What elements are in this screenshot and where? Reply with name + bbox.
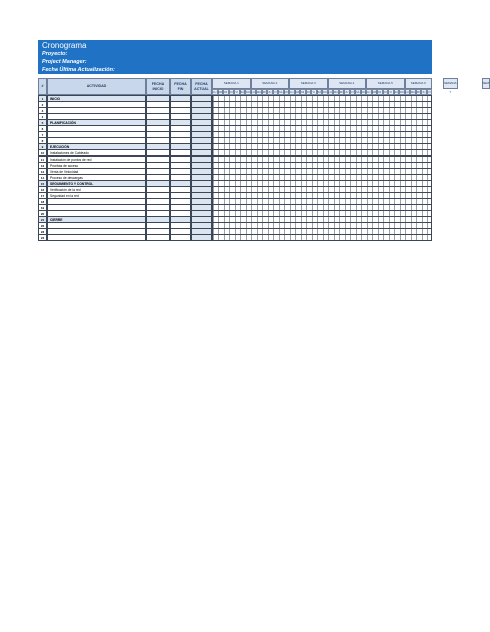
row-number: 8: [38, 137, 47, 144]
day-header: LU: [213, 91, 217, 94]
day-header: VI: [351, 91, 354, 94]
week-header: SEMANA 6: [405, 78, 433, 89]
day-header: JU: [383, 91, 387, 94]
row-number: 19: [38, 204, 47, 211]
day-header: MA: [334, 91, 338, 94]
day-header: VI: [428, 91, 431, 94]
day-header: MA: [411, 91, 415, 94]
activity-cell[interactable]: CIERRE: [47, 216, 146, 223]
week-header: SEMANA 7: [443, 78, 458, 89]
day-header: VI: [389, 91, 392, 94]
row-number: 15: [38, 180, 47, 187]
day-header: MI: [339, 91, 343, 94]
row-number: 24: [38, 234, 47, 241]
row-number: 3: [38, 107, 47, 114]
activity-cell[interactable]: EJECUCIÓN: [47, 143, 146, 150]
activity-cell[interactable]: Instalaciones de Cableado: [47, 149, 146, 156]
row-number: 20: [38, 210, 47, 217]
row-number: 12: [38, 162, 47, 169]
day-header: MI: [416, 91, 420, 94]
day-header: VI: [235, 91, 238, 94]
manager-label: Project Manager:: [42, 59, 87, 65]
day-header: LU: [405, 91, 409, 94]
day-header: SÁ: [356, 91, 360, 94]
week-header: SEMANA 4: [328, 78, 367, 89]
day-header: MI: [224, 91, 228, 94]
page-title: Cronograma: [42, 41, 87, 50]
day-header: DO: [323, 91, 327, 94]
day-header: MI: [378, 91, 382, 94]
day-header: VI: [312, 91, 315, 94]
col-header-num: #: [38, 78, 47, 95]
activity-cell[interactable]: Verificación de la red: [47, 186, 146, 193]
row-number: 1: [38, 95, 47, 102]
activity-cell[interactable]: [47, 234, 146, 241]
day-header: LU: [290, 91, 294, 94]
activity-cell[interactable]: Venta de Velocidad: [47, 168, 146, 175]
day-header: SÁ: [240, 91, 244, 94]
activity-cell[interactable]: Pruebas de acceso: [47, 162, 146, 169]
row-number: 14: [38, 174, 47, 181]
row-number: 9: [38, 143, 47, 150]
header-banner: [38, 40, 432, 74]
row-number: 22: [38, 222, 47, 229]
schedule-table: [38, 78, 490, 241]
row-number: 16: [38, 186, 47, 193]
row-number: 10: [38, 149, 47, 156]
day-header: JU: [306, 91, 310, 94]
day-header: MA: [372, 91, 377, 94]
day-header: JU: [422, 91, 426, 94]
row-number: 2: [38, 101, 47, 108]
week-header: SEMANA 2: [251, 78, 290, 89]
week-header: SEMANA 1: [212, 78, 251, 89]
activity-cell[interactable]: INICIO: [47, 95, 146, 102]
day-header: DO: [400, 91, 404, 94]
day-header: MI: [262, 91, 266, 94]
activity-cell[interactable]: Proceso de descargas: [47, 174, 146, 181]
activity-cell[interactable]: Seguridad en la red: [47, 192, 146, 199]
day-header: SÁ: [317, 91, 321, 94]
start-date-cell[interactable]: [146, 234, 170, 241]
row-number: 13: [38, 168, 47, 175]
day-header: DO: [361, 91, 366, 94]
day-header: MA: [218, 91, 223, 94]
row-number: 4: [38, 113, 47, 120]
end-date-cell[interactable]: [170, 234, 191, 241]
day-header: JU: [345, 91, 349, 94]
day-header: MA: [257, 91, 261, 94]
day-header: MI: [301, 91, 305, 94]
row-number: 18: [38, 198, 47, 205]
day-header: DO: [284, 91, 289, 94]
row-number: 11: [38, 156, 47, 163]
row-number: 17: [38, 192, 47, 199]
row-number: 21: [38, 216, 47, 223]
day-cells[interactable]: [212, 234, 432, 241]
actual-date-cell[interactable]: [191, 234, 212, 241]
day-header: DO: [246, 91, 250, 94]
activity-cell[interactable]: SEGUIMIENTO Y CONTROL: [47, 180, 146, 187]
row-number: 5: [38, 119, 47, 126]
activity-cell[interactable]: PLANIFICACIÓN: [47, 119, 146, 126]
day-header: JU: [268, 91, 272, 94]
project-label: Proyecto:: [42, 51, 68, 57]
day-header: MA: [295, 91, 300, 94]
day-header: LU: [251, 91, 255, 94]
table-row: [38, 234, 432, 241]
col-header-activity: ACTIVIDAD: [47, 78, 146, 95]
day-header: VI: [274, 91, 277, 94]
day-header: LU: [367, 91, 371, 94]
week-header: SEMANA 3: [289, 78, 328, 89]
col-header-end: FECHA FIN: [170, 78, 191, 95]
day-header: SÁ: [394, 91, 398, 94]
row-number: 6: [38, 125, 47, 132]
day-header: LU: [328, 91, 332, 94]
row-number: 7: [38, 131, 47, 138]
col-header-actual: FECHA ACTUAL: [191, 78, 212, 95]
week-header: SEM: [482, 78, 490, 89]
col-header-start: FECHA INICIO: [146, 78, 170, 95]
updated-label: Fecha Última Actualización:: [42, 67, 115, 73]
activity-cell[interactable]: Instalación de puntos de red: [47, 156, 146, 163]
day-header: JU: [229, 91, 233, 94]
row-number: 23: [38, 228, 47, 235]
day-header: SÁ: [279, 91, 283, 94]
week-header: SEMANA 5: [366, 78, 405, 89]
